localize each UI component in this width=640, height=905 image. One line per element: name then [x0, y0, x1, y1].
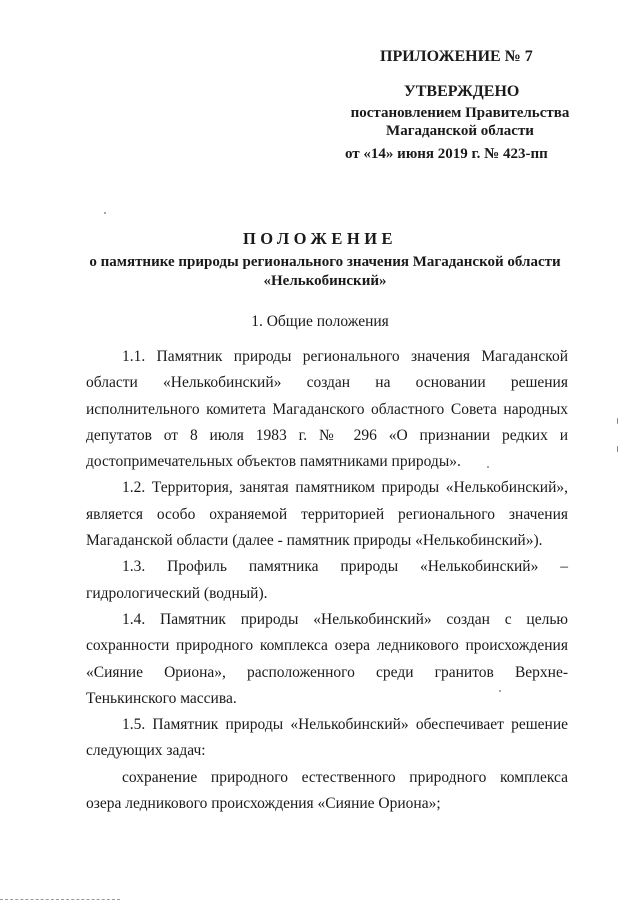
scan-speck — [617, 446, 618, 452]
decree-line-1: постановлением Правительства — [350, 105, 570, 121]
decree-date: от «14» июня 2019 г. № 423-пп — [345, 146, 548, 162]
appendix-number: ПРИЛОЖЕНИЕ № 7 — [380, 48, 533, 65]
scan-speck — [617, 418, 618, 424]
scan-speck — [487, 466, 489, 468]
scan-bottom-edge — [0, 899, 120, 900]
document-title: ПОЛОЖЕНИЕ — [242, 229, 398, 248]
paragraph-1-5: 1.5. Памятник природы «Нелькобинский» обеспечивает решение следующих задач: — [86, 716, 568, 760]
paragraph-1-3: 1.3. Профиль памятника природы «Нелькобинский» – гидрологический (водный). — [86, 558, 568, 602]
scan-speck — [499, 690, 501, 692]
section-heading: 1. Общие положения — [251, 313, 389, 330]
subtitle-line-2: «Нелькобинский» — [263, 273, 387, 289]
subtitle-line-1: о памятнике природы регионального значения Магаданской области — [89, 254, 561, 270]
approved-stamp-text: УТВЕРЖДЕНО — [404, 83, 520, 100]
paragraph-1-1: 1.1. Памятник природы регионального значения Магаданской области «Нелькобинский» создан на основании решения исполнительного комитета Магаданского областного Совета народных депутатов от 8 июля 1983 г. № 296 «О признании редких и достопримечательных объектов памятниками природы». — [86, 348, 568, 471]
decree-line-2: Магаданской области — [386, 123, 534, 139]
section-body — [86, 344, 568, 817]
paragraph-1-2: 1.2. Территория, занятая памятником природы «Нелькобинский», является особо охраняемой территорией регионального значения Магаданской области (далее - памятник природы «Нелькобинский»). — [86, 479, 568, 550]
document-subtitle — [60, 253, 590, 291]
paragraph-1-4: 1.4. Памятник природы «Нелькобинский» создан с целью сохранности природного комплекса озера ледникового происхождения «Сияние Ориона», расположенного среди гранитов Верхне-Тенькинского массива. — [86, 610, 568, 707]
decree-reference — [345, 104, 575, 140]
scan-speck — [104, 212, 106, 214]
paragraph-task-1: сохранение природного естественного природного комплекса озера ледникового происхождения «Сияние Ориона»; — [86, 768, 568, 813]
